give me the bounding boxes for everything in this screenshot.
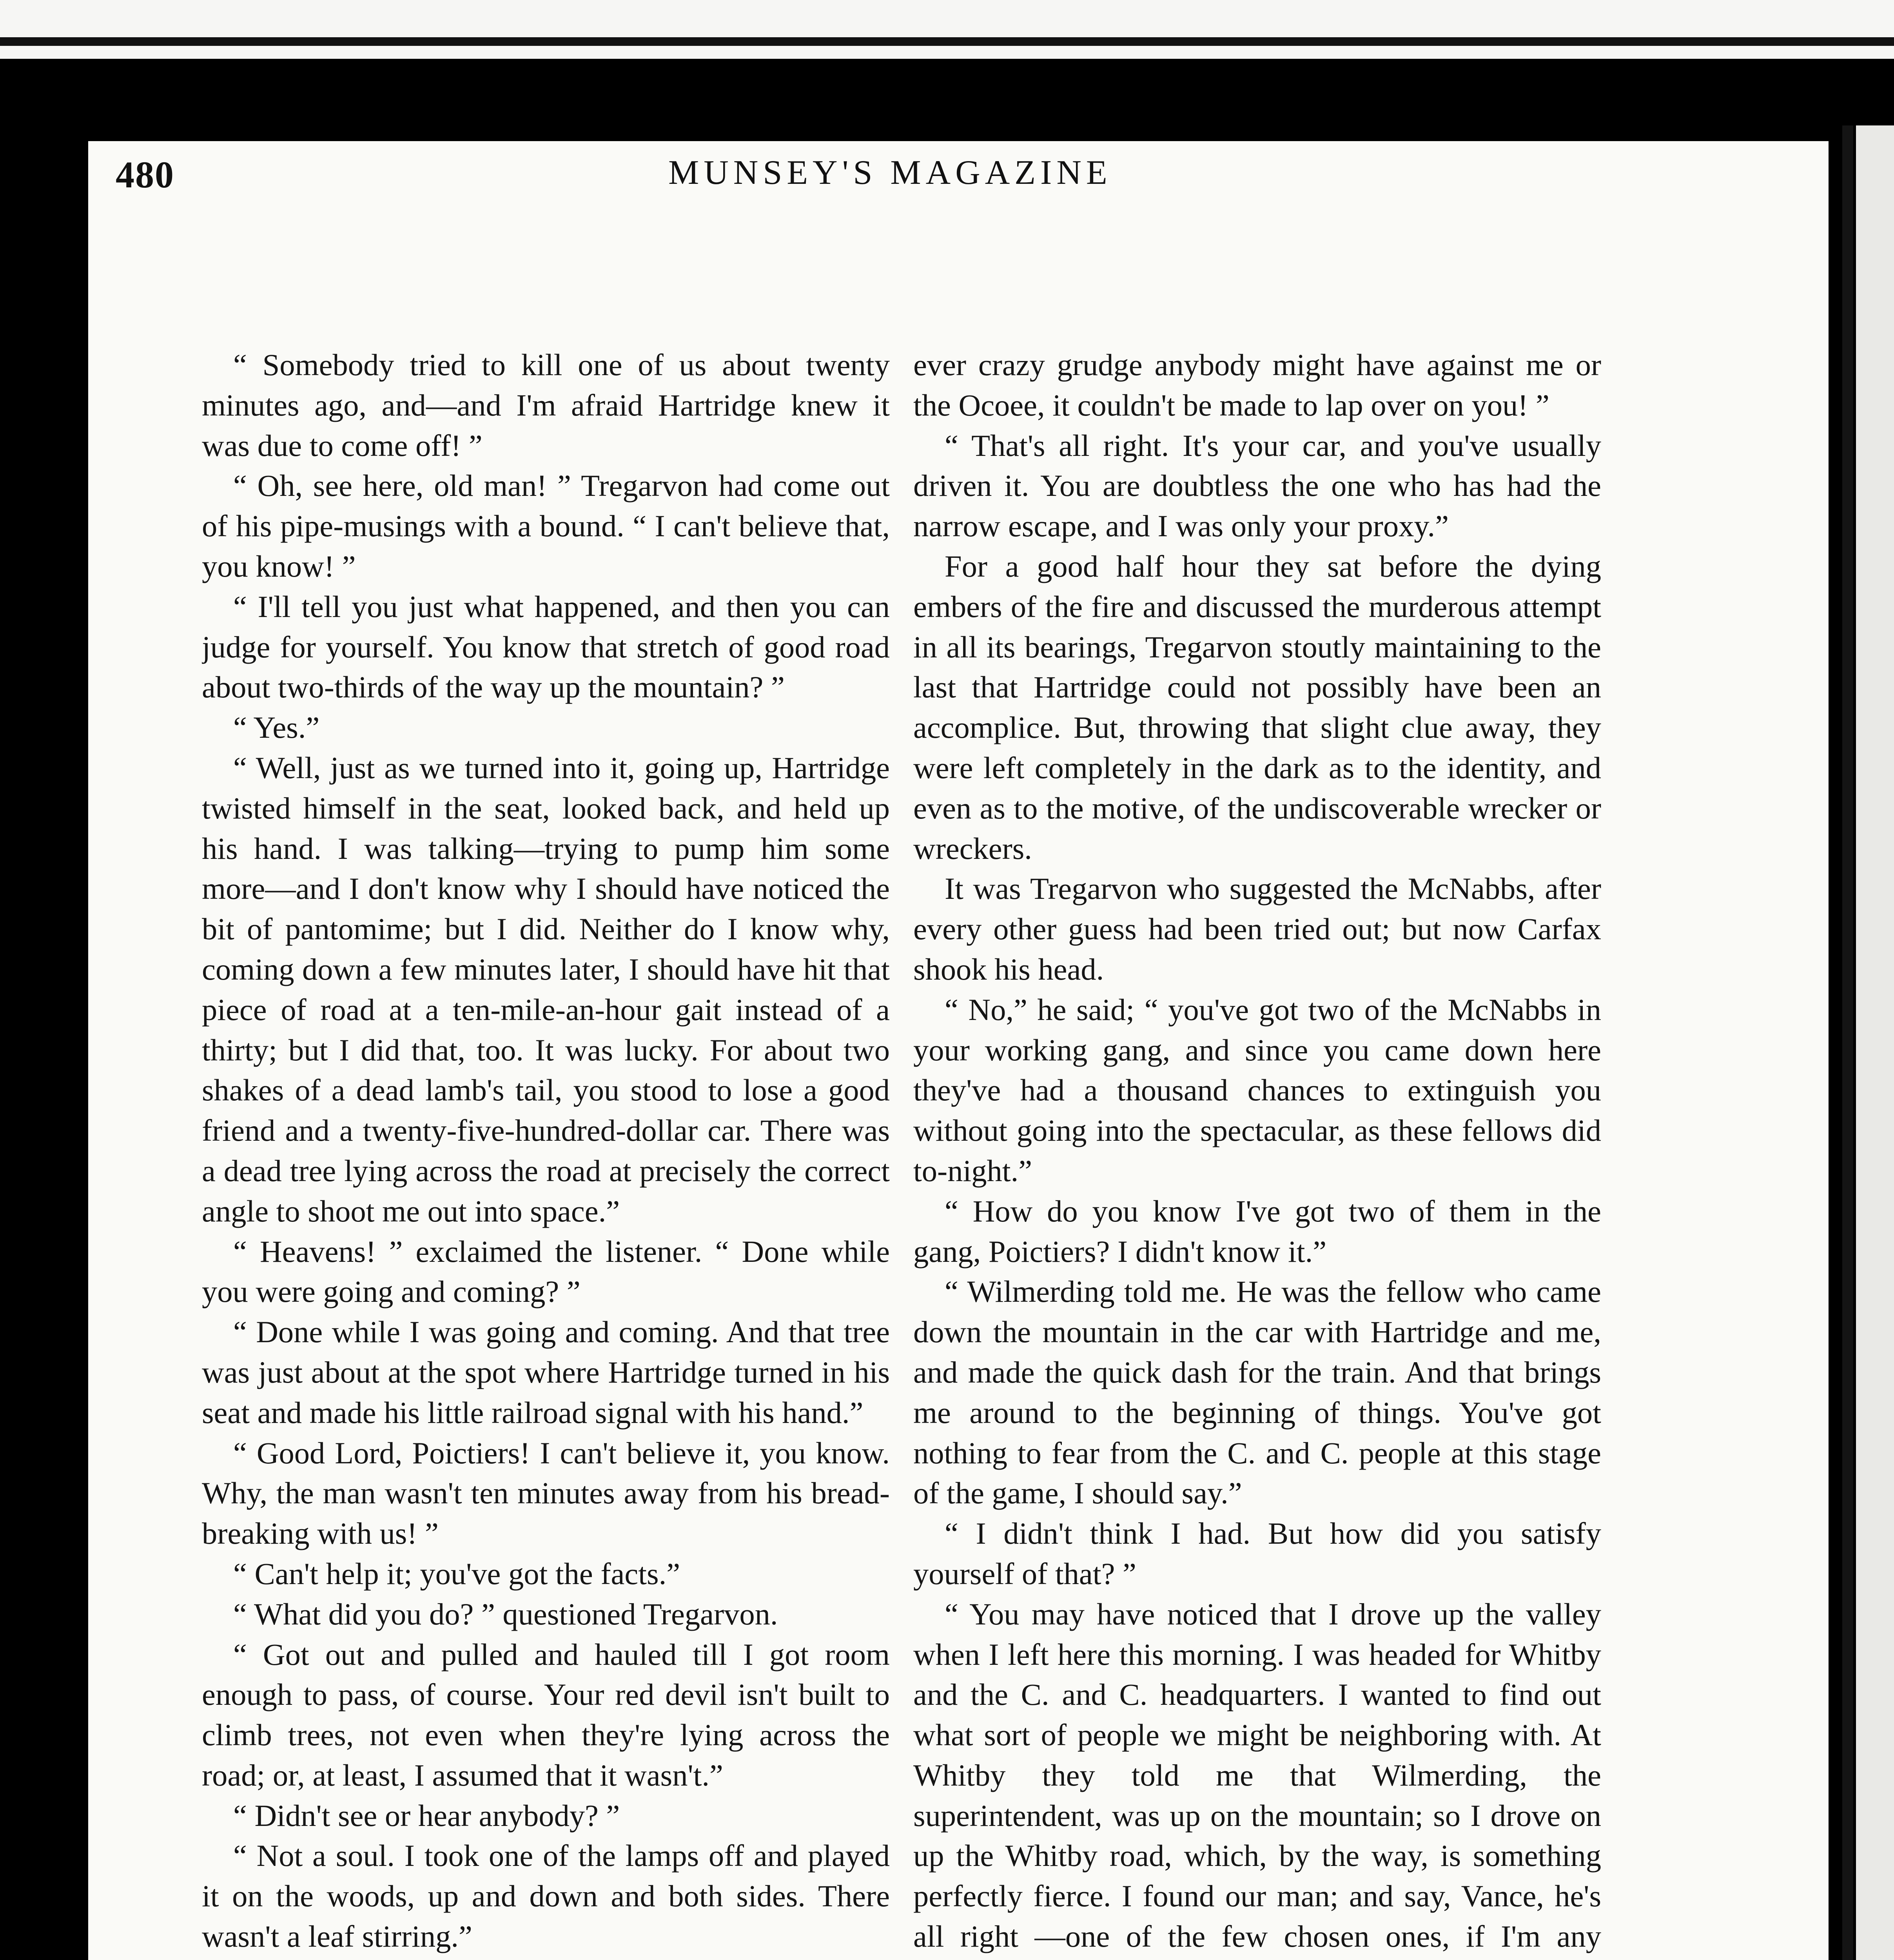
next-page-edge [1856,125,1894,1960]
paragraph: “ I'll tell you just what happened, and then you can judge for yourself. You know that stretch of good road about two-thirds of the way up the mountain? ” [202,589,890,704]
paragraph: “ Heavens! ” exclaimed the listener. “ Done while you were going and coming? ” [202,1234,890,1309]
left-text-column [202,345,890,1960]
page-right-shadow [1842,125,1853,1960]
paragraph: “ You may have noticed that I drove up the valley when I left here this morning. I was headed for Whitby and the C. and C. headquarters. I wanted to find out what sort of people we might be neighboring with. At Whitby they told me that Wilmerding, the superintendent, was up on the mountain; so I drove on up the Whitby road, which, by the way, is something perfectly fierce. I found our man; and say, Vance, he's all right —one of the few chosen ones, if I'm any [913,1597,1601,1954]
top-sheet-line [0,37,1894,46]
right-text-column [913,345,1601,1960]
paragraph: “ Good Lord, Poictiers! I can't believe it, you know. Why, the man wasn't ten minutes away from his bread-breaking with us! ” [202,1436,890,1551]
paragraph: “ Yes.” [233,710,320,745]
paragraph [202,1957,890,1960]
page-header [116,131,1601,210]
paragraph: “ I didn't think I had. But how did you satisfy yourself of that? ” [913,1516,1601,1591]
page-number: 480 [116,154,174,196]
paragraph-continuation: ever crazy grudge anybody might have against me or the Ocoee, it couldn't be made to lap over on you! ” [913,348,1601,422]
paragraph: “ Wilmerding told me. He was the fellow who came down the mountain in the car with Hartridge and me, and made the quick dash for the train. And that brings me around to the beginning of things. You've got nothing to fear from the C. and C. people at this stage of the game, I should say.” [913,1274,1601,1510]
paragraph: For a good half hour they sat before the dying embers of the fire and discussed the murderous attempt in all its bearings, Tregarvon stoutly maintaining to the last that Hartridge could not possibly have been an accomplice. But, throwing that slight clue away, they were left completely in the dark as to the identity, and even as to the motive, of the undiscoverable wrecker or wreckers. [913,549,1601,866]
paragraph: “ Didn't see or hear anybody? ” [233,1798,620,1833]
paragraph: “ That's all right. It's your car, and you've usually driven it. You are doubtless the one who has had the narrow escape, and I was only your proxy.” [913,428,1601,543]
paragraph: “ Oh, see here, old man! ” Tregarvon had come out of his pipe-musings with a bound. “ I can't believe that, you know! ” [202,468,890,583]
paragraph: “ Not a soul. I took one of the lamps off and played it on the woods, up and down and both sides. There wasn't a leaf stirring.” [202,1838,890,1954]
running-title: MUNSEY'S MAGAZINE [668,154,1112,192]
paragraph: “ How do you know I've got two of them in the gang, Poictiers? I didn't know it.” [913,1194,1601,1269]
paragraph: “ What did you do? ” questioned Tregarvon. [233,1597,778,1631]
paragraph: “ Can't help it; you've got the facts.” [233,1556,680,1591]
paragraph: “ Got out and pulled and hauled till I got room enough to pass, of course. Your red devil isn't built to climb trees, not even when they're lying across the road; or, at least, I assumed that it wasn't.” [202,1637,890,1792]
paragraph: “ No,” he said; “ you've got two of the McNabbs in your working gang, and since you came down here they've had a thousand chances to extinguish you without going into the spectacular, as these fellows did to-night.” [913,992,1601,1188]
paragraph: “ Well, just as we turned into it, going up, Hartridge twisted himself in the seat, looked back, and held up his hand. I was talking—trying to pump him some more—and I don't know why I should have noticed the bit of pantomime; but I did. Neither do I know why, coming down a few minutes later, I should have hit that piece of road at a ten-mile-an-hour gait instead of a thirty; but I did that, too. It was lucky. For about two shakes of a dead lamb's tail, you stood to lose a good friend and a twenty-five-hundred-dollar car. There was a dead tree lying across the road at precisely the correct angle to shoot me out into space.” [202,750,890,1228]
paragraph: “ Done while I was going and coming. And that tree was just about at the spot where Hartridge turned in his seat and made his little railroad signal with his hand.” [202,1315,890,1430]
paragraph: “ Somebody tried to kill one of us about twenty minutes ago, and—and I'm afraid Hartridge knew it was due to come off! ” [202,348,890,463]
paragraph: It was Tregarvon who suggested the McNabbs, after every other guess had been tried out; but now Carfax shook his head. [913,871,1601,986]
top-sheet-edge [0,0,1894,59]
